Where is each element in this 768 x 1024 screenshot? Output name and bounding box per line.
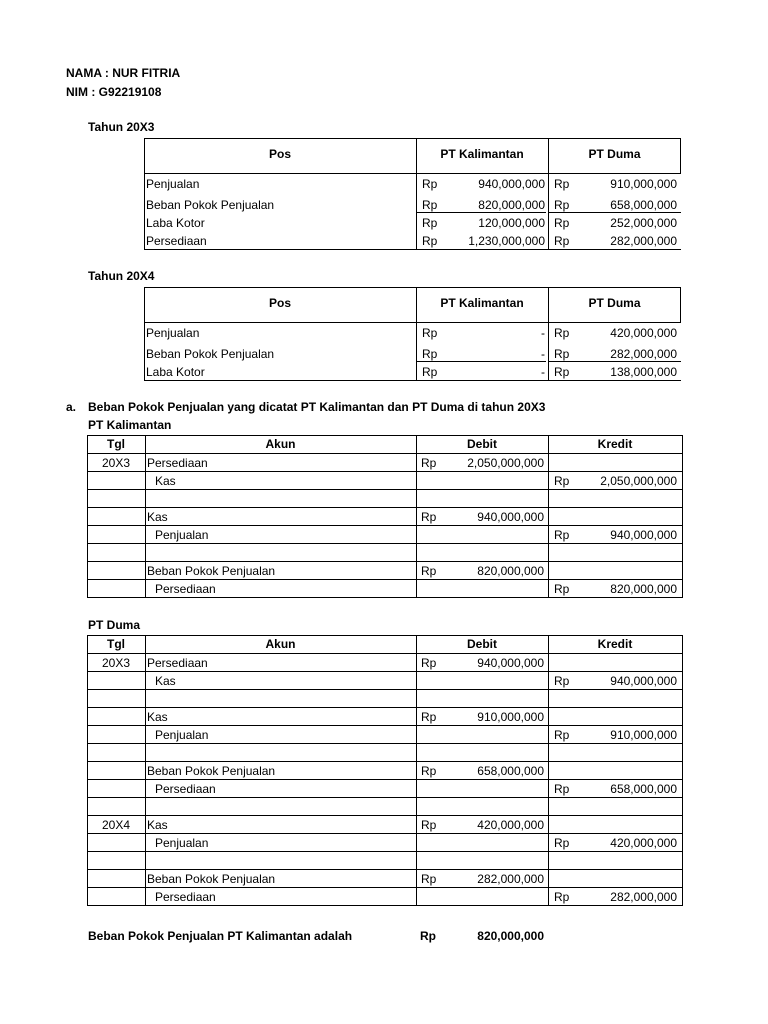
row-date	[87, 544, 145, 562]
journal-row	[87, 726, 682, 744]
student-nim: NIM : G92219108	[66, 85, 162, 99]
kalimantan-value: 820,000,000	[478, 198, 545, 212]
credit-value	[575, 870, 677, 888]
debit-value	[442, 834, 544, 852]
row-account: Persediaan	[155, 782, 216, 796]
credit-value: 282,000,000	[610, 890, 677, 904]
row-date	[87, 580, 145, 598]
col-tgl: Tgl	[107, 637, 125, 651]
duma-value: 282,000,000	[610, 347, 677, 361]
currency-label: Rp	[422, 216, 438, 230]
credit-value: 658,000,000	[610, 782, 677, 796]
row-date	[87, 798, 145, 816]
journal-row	[87, 888, 682, 906]
summary-table-20x3	[144, 138, 681, 250]
credit-currency: Rp	[554, 782, 570, 796]
row-label: Beban Pokok Penjualan	[146, 198, 275, 212]
debit-value: 420,000,000	[477, 818, 544, 832]
duma-value: 910,000,000	[610, 177, 677, 191]
row-account: Persediaan	[147, 656, 208, 670]
journal-header	[87, 435, 682, 453]
row-date	[87, 726, 145, 744]
row-account: Penjualan	[155, 728, 209, 742]
kalimantan-value: -	[541, 326, 545, 340]
credit-value	[575, 798, 677, 816]
col-duma: PT Duma	[588, 296, 641, 310]
summary-row	[144, 232, 681, 250]
debit-value: 658,000,000	[477, 764, 544, 778]
table2-title: Tahun 20X4	[88, 269, 155, 283]
debit-value	[442, 490, 544, 508]
credit-value	[575, 562, 677, 580]
credit-value	[575, 816, 677, 834]
row-label: Penjualan	[146, 177, 200, 191]
underline	[548, 361, 681, 362]
row-date	[87, 780, 145, 798]
row-date	[87, 526, 145, 544]
row-account: Kas	[147, 818, 168, 832]
row-account: Kas	[147, 710, 168, 724]
currency-label: Rp	[422, 365, 438, 379]
credit-value: 940,000,000	[610, 674, 677, 688]
row-label: Penjualan	[146, 326, 200, 340]
debit-value	[442, 798, 544, 816]
summary-row	[144, 363, 681, 381]
credit-value: 2,050,000,000	[600, 474, 677, 488]
duma-value: 420,000,000	[610, 326, 677, 340]
row-date	[87, 508, 145, 526]
row-account: Beban Pokok Penjualan	[147, 872, 276, 886]
credit-currency: Rp	[554, 474, 570, 488]
credit-value	[575, 508, 677, 526]
journal-row	[87, 454, 682, 472]
duma-value: 252,000,000	[610, 216, 677, 230]
col-akun: Akun	[265, 437, 296, 451]
journal-kalimantan	[87, 435, 682, 597]
kalimantan-value: -	[541, 365, 545, 379]
credit-value	[575, 690, 677, 708]
col-kredit: Kredit	[597, 437, 633, 451]
credit-currency: Rp	[554, 582, 570, 596]
row-date	[87, 472, 145, 490]
row-label: Laba Kotor	[146, 365, 205, 379]
journal-row	[87, 526, 682, 544]
credit-currency: Rp	[554, 836, 570, 850]
underline	[416, 212, 546, 213]
journal-row	[87, 834, 682, 852]
col-kalimantan: PT Kalimantan	[440, 296, 524, 310]
currency-label: Rp	[554, 365, 570, 379]
debit-value	[442, 726, 544, 744]
row-account: Kas	[155, 674, 176, 688]
underline	[416, 361, 546, 362]
duma-value: 138,000,000	[610, 365, 677, 379]
summary-table-20x4	[144, 287, 681, 381]
currency-label: Rp	[422, 234, 438, 248]
row-date	[87, 744, 145, 762]
row-date	[87, 762, 145, 780]
currency-label: Rp	[554, 234, 570, 248]
journal-row	[87, 562, 682, 580]
debit-value	[442, 672, 544, 690]
row-date	[87, 490, 145, 508]
debit-value	[442, 780, 544, 798]
journal-row	[87, 798, 682, 816]
currency-label: Rp	[422, 177, 438, 191]
row-date: 20X3	[101, 456, 131, 470]
currency-label: Rp	[554, 347, 570, 361]
grid-line	[682, 435, 683, 598]
col-duma: PT Duma	[588, 147, 641, 161]
section-marker: a.	[66, 400, 77, 414]
kalimantan-value: 120,000,000	[478, 216, 545, 230]
row-account: Penjualan	[155, 528, 209, 542]
grid-line	[682, 635, 683, 906]
debit-currency: Rp	[421, 656, 437, 670]
col-debit: Debit	[467, 637, 497, 651]
debit-value	[442, 472, 544, 490]
credit-value: 910,000,000	[610, 728, 677, 742]
credit-value	[575, 490, 677, 508]
debit-value	[442, 852, 544, 870]
bottom-line	[144, 249, 681, 250]
row-date	[87, 834, 145, 852]
debit-value	[442, 544, 544, 562]
section-heading: Beban Pokok Penjualan yang dicatat PT Kalimantan dan PT Duma di tahun 20X3	[88, 400, 546, 414]
row-account: Persediaan	[155, 582, 216, 596]
journal-row	[87, 690, 682, 708]
row-label: Laba Kotor	[146, 216, 205, 230]
currency-label: Rp	[554, 177, 570, 191]
debit-value: 910,000,000	[477, 710, 544, 724]
journal-row	[87, 762, 682, 780]
debit-currency: Rp	[421, 456, 437, 470]
debit-currency: Rp	[421, 818, 437, 832]
summary-row	[144, 214, 681, 232]
credit-value	[575, 544, 677, 562]
duma-value: 658,000,000	[610, 198, 677, 212]
credit-value: 940,000,000	[610, 528, 677, 542]
row-date	[87, 870, 145, 888]
col-akun: Akun	[265, 637, 296, 651]
journal-kalimantan-title: PT Kalimantan	[88, 418, 172, 432]
col-pos: Pos	[268, 147, 291, 161]
journal-row	[87, 708, 682, 726]
credit-value	[575, 744, 677, 762]
credit-value	[575, 708, 677, 726]
journal-row	[87, 780, 682, 798]
credit-currency: Rp	[554, 728, 570, 742]
credit-currency: Rp	[554, 890, 570, 904]
col-kredit: Kredit	[597, 637, 633, 651]
bottom-line	[144, 380, 681, 381]
journal-row	[87, 870, 682, 888]
row-account: Beban Pokok Penjualan	[147, 764, 276, 778]
row-date	[87, 888, 145, 906]
debit-value	[442, 526, 544, 544]
conclusion-value: 820,000,000	[477, 929, 544, 943]
col-debit: Debit	[467, 437, 497, 451]
journal-row	[87, 744, 682, 762]
journal-row	[87, 852, 682, 870]
credit-value	[575, 654, 677, 672]
row-account: Kas	[155, 474, 176, 488]
kalimantan-value: 1,230,000,000	[468, 234, 545, 248]
kalimantan-value: -	[541, 347, 545, 361]
currency-label: Rp	[554, 326, 570, 340]
conclusion-label: Beban Pokok Penjualan PT Kalimantan adalah	[88, 929, 353, 943]
col-tgl: Tgl	[107, 437, 125, 451]
row-account: Persediaan	[147, 456, 208, 470]
debit-value: 282,000,000	[477, 872, 544, 886]
row-date	[87, 852, 145, 870]
debit-currency: Rp	[421, 872, 437, 886]
journal-row	[87, 544, 682, 562]
col-pos: Pos	[268, 296, 291, 310]
currency-label: Rp	[554, 216, 570, 230]
row-date	[87, 690, 145, 708]
row-date: 20X4	[101, 818, 131, 832]
journal-row	[87, 672, 682, 690]
kalimantan-value: 940,000,000	[478, 177, 545, 191]
row-date: 20X3	[101, 656, 131, 670]
journal-row	[87, 654, 682, 672]
summary-row	[144, 324, 681, 342]
debit-value: 940,000,000	[477, 656, 544, 670]
row-date	[87, 708, 145, 726]
row-account: Penjualan	[155, 836, 209, 850]
credit-currency: Rp	[554, 528, 570, 542]
debit-value: 820,000,000	[477, 564, 544, 578]
debit-value: 2,050,000,000	[467, 456, 544, 470]
underline	[548, 212, 681, 213]
journal-row	[87, 508, 682, 526]
credit-value	[575, 852, 677, 870]
journal-row	[87, 580, 682, 598]
currency-label: Rp	[422, 326, 438, 340]
journal-row	[87, 816, 682, 834]
credit-value: 420,000,000	[610, 836, 677, 850]
debit-value	[442, 690, 544, 708]
credit-value	[575, 762, 677, 780]
duma-value: 282,000,000	[610, 234, 677, 248]
journal-duma	[87, 635, 682, 905]
debit-currency: Rp	[421, 510, 437, 524]
journal-row	[87, 490, 682, 508]
debit-value	[442, 580, 544, 598]
row-account: Beban Pokok Penjualan	[147, 564, 276, 578]
journal-duma-title: PT Duma	[88, 618, 141, 632]
currency-label: Rp	[422, 198, 438, 212]
journal-header	[87, 635, 682, 653]
row-label: Persediaan	[146, 234, 207, 248]
row-account: Kas	[147, 510, 168, 524]
credit-value	[575, 454, 677, 472]
credit-currency: Rp	[554, 674, 570, 688]
row-label: Beban Pokok Penjualan	[146, 347, 275, 361]
debit-value	[442, 744, 544, 762]
row-date	[87, 562, 145, 580]
debit-currency: Rp	[421, 564, 437, 578]
col-kalimantan: PT Kalimantan	[440, 147, 524, 161]
debit-value	[442, 888, 544, 906]
table1-title: Tahun 20X3	[88, 120, 155, 134]
debit-value: 940,000,000	[477, 510, 544, 524]
credit-value: 820,000,000	[610, 582, 677, 596]
currency-label: Rp	[422, 347, 438, 361]
debit-currency: Rp	[421, 710, 437, 724]
conclusion-rp: Rp	[420, 929, 436, 943]
currency-label: Rp	[554, 198, 570, 212]
summary-row	[144, 175, 681, 193]
row-date	[87, 672, 145, 690]
debit-currency: Rp	[421, 764, 437, 778]
student-name: NAMA : NUR FITRIA	[66, 66, 181, 80]
journal-row	[87, 472, 682, 490]
row-account: Persediaan	[155, 890, 216, 904]
